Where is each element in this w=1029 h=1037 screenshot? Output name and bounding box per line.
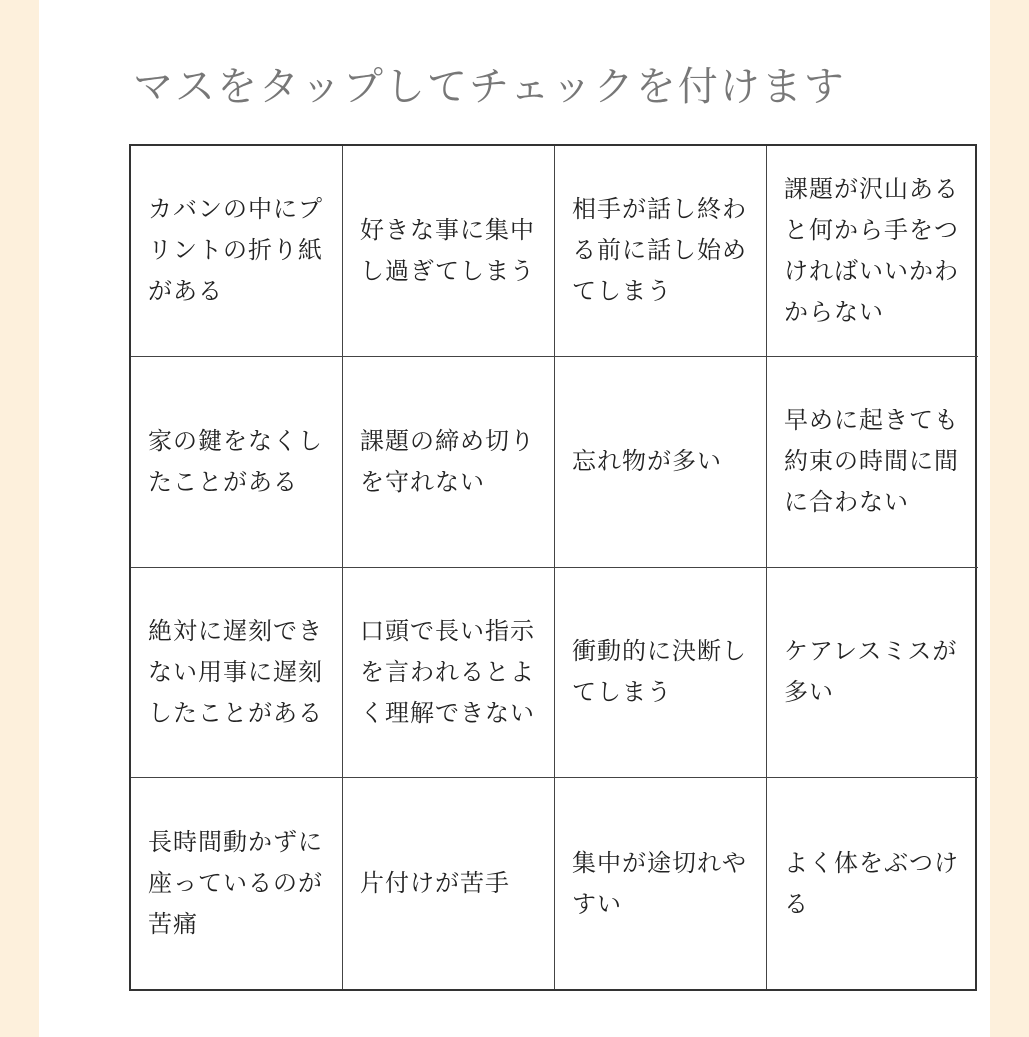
grid-cell-label: 相手が話し終わる前に話し始めてしまう [572,195,747,306]
grid-cell-label: カバンの中にプリントの折り紙がある [148,195,323,306]
grid-cell[interactable] [555,778,767,989]
grid-cell[interactable] [131,568,343,779]
grid-cell[interactable] [767,568,978,779]
grid-cell[interactable] [555,146,767,357]
grid-cell-label: 課題が沢山あると何から手をつければいいかわからない [784,174,959,326]
grid-cell[interactable] [131,357,343,568]
grid-cell[interactable] [555,568,767,779]
grid-cell[interactable] [343,146,555,357]
grid-cell-label: 長時間動かずに座っているのが苦痛 [148,828,323,939]
grid-cell-label: 好きな事に集中し過ぎてしまう [360,215,535,285]
grid-cell-label: 片付けが苦手 [360,869,510,898]
grid-cell[interactable] [343,357,555,568]
grid-cell[interactable] [343,568,555,779]
page-title: マスをタップしてチェックを付けます [133,64,846,110]
grid-cell[interactable] [767,357,978,568]
grid-cell-label: 集中が途切れやすい [572,848,747,918]
grid-cell-label: 早めに起きても約束の時間に間に合わない [784,406,959,517]
grid-cell[interactable] [131,146,343,357]
grid-cell-label: 家の鍵をなくしたことがある [148,426,323,496]
grid-cell[interactable] [131,778,343,989]
grid-cell-label: 絶対に遅刻できない用事に遅刻したことがある [148,616,323,727]
checklist-grid [129,144,977,991]
grid-cell-label: 課題の締め切りを守れない [360,426,535,496]
grid-cell-label: よく体をぶつける [784,848,959,918]
grid-cell-label: 口頭で長い指示を言われるとよく理解できない [360,616,535,727]
grid-cell[interactable] [767,778,978,989]
grid-cell-label: 衝動的に決断してしまう [572,637,747,707]
grid-cell[interactable] [555,357,767,568]
content-panel [39,0,990,1037]
grid-cell-label: ケアレスミスが多い [784,637,958,707]
grid-cell-label: 忘れ物が多い [572,447,722,476]
grid-cell[interactable] [767,146,978,357]
grid-cell[interactable] [343,778,555,989]
